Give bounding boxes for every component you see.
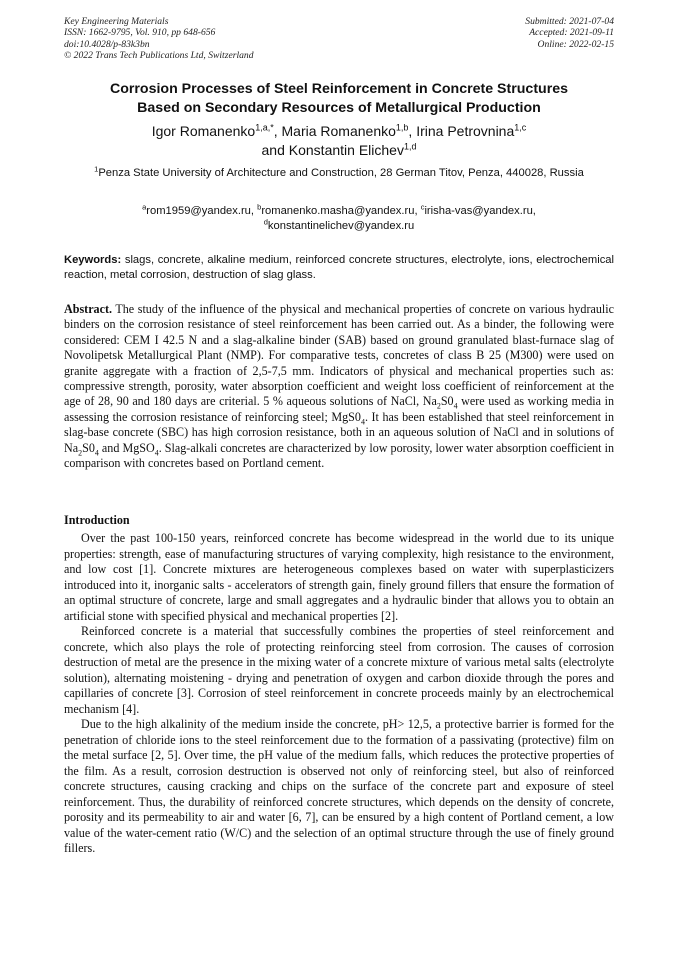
doi-line[interactable]: doi:10.4028/p-83k3bn <box>64 38 150 50</box>
affiliation <box>80 166 598 181</box>
abstract-text: were used as working media in assessing the corrosion resistance of reinforcing steel; MgS0 <box>64 394 614 424</box>
paragraph: Over the past 100-150 years, reinforced concrete has become widespread in the world due to its unique properties: strength, ease of manufacturing structures of varying complexity, high resistance to the environment, and low cost [1]. Concrete mixtures are heterogeneous complexes based on water with superplasticizers introduced into it, inorganic salts - accelerators of strength gain, finely ground fillers that ensure the formation of an optimal structure of concrete, large and small aggregates and a hydraulic binder that allows you to obtain an artificial stone with specified physical and mechanical properties [2]. <box>64 531 614 623</box>
abstract-text: S0 <box>82 440 95 455</box>
email-link[interactable]: romanenko.masha@yandex.ru, <box>261 205 418 217</box>
title-line-2: Based on Secondary Resources of Metallurgical Production <box>137 100 541 116</box>
abstract-text: and MgSO <box>98 440 155 455</box>
subscript: 4 <box>453 401 458 411</box>
author-name: Igor Romanenko <box>151 123 256 139</box>
subscript: 4 <box>154 448 159 458</box>
keywords <box>64 253 614 283</box>
abstract <box>64 302 614 471</box>
author-name: Konstantin Elichev <box>288 142 404 158</box>
author-emails <box>80 204 598 234</box>
issn-line: ISSN: 1662-9795, Vol. 910, pp 648-656 <box>64 27 216 39</box>
subscript: 4 <box>360 417 365 427</box>
email-link[interactable]: irisha-vas@yandex.ru, <box>424 205 536 217</box>
email-marker: c <box>420 202 425 212</box>
author-affiliation-marker: 1,b <box>395 122 409 133</box>
author-affiliation-marker: 1,c <box>514 122 527 133</box>
author-affiliation-marker: 1,d <box>403 141 417 152</box>
online-date: Online: 2022-02-15 <box>537 38 614 50</box>
journal-name: Key Engineering Materials <box>64 16 169 27</box>
author-name: Irina Petrovnina <box>416 123 515 139</box>
accepted-date: Accepted: 2021-09-11 <box>529 27 614 39</box>
email-link[interactable]: konstantinelichev@yandex.ru <box>267 220 415 232</box>
affiliation-marker: 1 <box>94 164 99 174</box>
keywords-text: slags, concrete, alkaline medium, reinforced concrete structures, electrolyte, ions, electrochemical reaction, metal corrosion, destruction of slag glass. <box>64 254 614 281</box>
author-name: Maria Romanenko <box>281 123 396 139</box>
affiliation-text: Penza State University of Architecture and Construction, 28 German Titov, Penza, 440028, Russia <box>98 167 584 179</box>
copyright-line: © 2022 Trans Tech Publications Ltd, Switzerland <box>64 50 254 62</box>
dates-header <box>525 16 614 50</box>
abstract-text: . Slag-alkali concretes are characterized by low porosity, lower water absorption coefficient in comparison with concretes based on Portland cement. <box>64 440 614 471</box>
subscript: 4 <box>94 448 99 458</box>
keywords-label: Keywords: <box>64 254 122 266</box>
abstract-label: Abstract. <box>64 302 113 316</box>
subscript: 2 <box>436 401 441 411</box>
subscript: 2 <box>78 448 83 458</box>
email-marker: b <box>257 202 262 212</box>
email-marker: d <box>263 217 268 227</box>
journal-header <box>64 16 254 62</box>
abstract-text: . It has been established that steel reinforcement in slag-base concrete (SBC) has high corrosion resistance, both in an aqueous solution of NaCl and in solutions of Na <box>64 409 615 455</box>
submitted-date: Submitted: 2021-07-04 <box>525 16 614 27</box>
author-conjunction: and <box>261 142 285 158</box>
email-link[interactable]: rom1959@yandex.ru, <box>146 205 255 217</box>
abstract-text: The study of the influence of the physical and mechanical properties of concrete on various hydraulic binders on the corrosion resistance of steel reinforcement has been carried out. As a binder, the following were considered: CEM I 42.5 N and a slag-alkaline binder (SAB) based on ground granulated blast-furnace slag of Novolipetsk Metallurgical Plant (NMP). For comparative tests, concretes of class B 25 (M300) were used on granite aggregate with a fraction of 2,5-7,5 mm. Indicators of physical and mechanical properties such as: compressive strength, porosity, water absorption coefficient and weight loss coefficient of reinforcement at the age of 28, 90 and 180 days are criterial. 5 % aqueous solutions of NaCl, Na <box>64 302 614 409</box>
author-affiliation-marker: 1,a,* <box>255 122 274 133</box>
abstract-text: S0 <box>440 394 454 409</box>
section-heading-introduction: Introduction <box>64 513 130 527</box>
author-list: Igor Romanenko$^{1,a,*}$, Maria Romanenko$^{1,b}$, Irina Petrovnina$^{1,c}$ and Konstantin Elichev$^{1,d}$ <box>151 122 527 158</box>
paragraph: Reinforced concrete is a material that successfully combines the properties of steel reinforcement and concrete, which also plays the role of protecting reinforcing steel from corrosion. The causes of corrosion destruction of metal are the presence in the mixing water of a concrete mixture of various metal salts (electrolyte solution), alternating moistening - drying and penetration of oxygen and carbon dioxide through the pores and capillaries of concrete [3]. Corrosion of steel reinforcement in concrete proceeds mainly by an electrochemical mechanism [4]. <box>64 624 614 716</box>
title-line-1: Corrosion Processes of Steel Reinforcement in Concrete Structures <box>109 81 569 97</box>
email-marker: a <box>142 202 147 212</box>
introduction-body <box>64 531 614 857</box>
paper-title <box>60 80 618 118</box>
paragraph: Due to the high alkalinity of the medium inside the concrete, pH> 12,5, a protective barrier is formed for the penetration of chloride ions to the steel reinforcement due to the formation of a passivating (protective) film on the metal surface [2, 5]. Over time, the pH value of the medium falls, which reduces the protective properties of the film. As a result, corrosion destruction is observed not only of reinforcing steel, but also of reinforced concrete structures, causing cracking and chips on the surface of the concrete part and exposure of steel reinforcement. Thus, the durability of reinforced concrete structures, which depends on the density of concrete, porosity and its permeability to air and water [6, 7], can be ensured by a high content of Portland cement, a low value of the water-cement ratio (W/C) and the selection of an optimal structure through the use of finely ground fillers. <box>64 717 614 855</box>
